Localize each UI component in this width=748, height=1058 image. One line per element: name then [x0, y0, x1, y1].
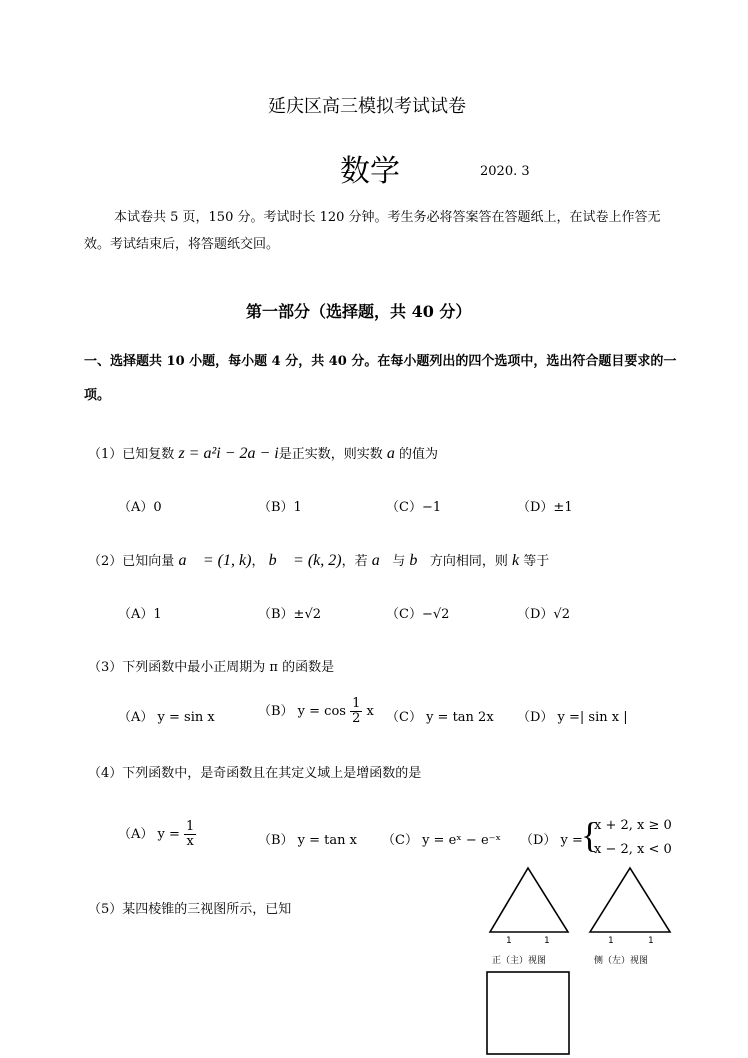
denominator: 2: [352, 711, 361, 726]
question-text: 某四棱锥的三视图所示，已知: [122, 902, 292, 917]
option-a: （A） y = sin x: [118, 710, 215, 725]
fraction: [350, 697, 362, 726]
option-d: （D）√2: [517, 607, 570, 622]
question-3: [88, 656, 334, 675]
option-b-prefix: （B） y = cos: [258, 704, 346, 719]
vector-a: a⃗: [371, 552, 393, 569]
top-view-square: [487, 972, 569, 1054]
option-c: （C）−√2: [386, 607, 450, 622]
question-text: 与: [392, 554, 406, 569]
question-number: （5）: [88, 902, 123, 917]
option-c: （C）−1: [386, 500, 442, 515]
separator: ，: [251, 554, 265, 569]
question-text: 已知复数: [122, 447, 175, 462]
exam-title: 延庆区高三模拟考试试卷: [268, 96, 466, 117]
option-b: （B） y = tan x: [258, 833, 357, 848]
part1-instructions: 一、选择题共 10 小题，每小题 4 分，共 40 分。在每小题列出的四个选项中，选出符合题目要求的一项。: [84, 354, 677, 403]
intro-paragraph: 本试卷共 5 页，150 分。考试时长 120 分钟。考生务必将答案答在答题纸上，在试卷上作答无效。考试结束后，将答题纸交回。: [84, 210, 661, 252]
front-dim-left: 1: [506, 936, 512, 946]
question-5: [88, 898, 291, 917]
part1-heading: 第一部分（选择题，共 40 分）: [246, 302, 472, 321]
question-2: [88, 550, 549, 570]
question-text: 的值为: [399, 447, 439, 462]
numerator: 1: [352, 696, 361, 711]
question-text: 下列函数中，是奇函数且在其定义域上是增函数的是: [122, 766, 422, 781]
subject-title: 数学: [340, 154, 400, 189]
side-view-triangle: [590, 868, 670, 932]
piecewise-line-2: x − 2, x < 0: [594, 842, 672, 857]
side-dim-right: 1: [648, 936, 654, 946]
option-a-prefix: （A） y =: [118, 827, 180, 842]
option-a: （A）1: [118, 607, 162, 622]
question-text: ，若: [341, 554, 368, 569]
brace-icon: {: [581, 815, 599, 855]
option-d: （D）±1: [517, 500, 573, 515]
variable: a: [386, 445, 395, 462]
vector-b: b⃗: [409, 552, 430, 569]
formula: z = a²i − 2a − i: [178, 445, 279, 462]
option-b: （B）1: [258, 500, 302, 515]
question-text: 下列函数中最小正周期为 π 的函数是: [122, 660, 335, 675]
option-c: （C） y = eˣ − e⁻ˣ: [382, 833, 502, 848]
option-a: [118, 820, 196, 849]
question-1: [88, 443, 438, 463]
front-dim-right: 1: [544, 936, 550, 946]
option-b: [258, 697, 374, 726]
question-number: （2）: [88, 554, 123, 569]
option-d-prefix: （D） y =: [520, 833, 583, 848]
variable: k: [511, 552, 520, 569]
side-view-label: 侧（左）视图: [594, 956, 649, 966]
option-b: （B）±√2: [258, 607, 322, 622]
question-text: 方向相同，则: [429, 554, 508, 569]
side-dim-left: 1: [608, 936, 614, 946]
formula: b⃗ = (k, 2): [268, 552, 342, 569]
numerator: 1: [186, 819, 195, 834]
exam-date: 2020. 3: [480, 164, 530, 179]
front-view-triangle: [490, 868, 568, 932]
question-number: （1）: [88, 447, 123, 462]
piecewise-line-1: x + 2, x ≥ 0: [594, 818, 672, 833]
option-a: （A）0: [118, 500, 162, 515]
question-text: 已知向量: [122, 554, 175, 569]
question-text: 等于: [523, 554, 550, 569]
option-d: （D） y =| sin x |: [517, 710, 628, 725]
denominator: x: [186, 834, 194, 849]
question-text: 是正实数，则实数: [278, 447, 383, 462]
question-number: （4）: [88, 766, 123, 781]
option-c: （C） y = tan 2x: [386, 710, 494, 725]
question-number: （3）: [88, 660, 123, 675]
front-view-label: 正（主）视图: [492, 956, 547, 966]
fraction: [184, 820, 196, 849]
option-b-suffix: x: [366, 704, 374, 719]
question-4: [88, 762, 421, 781]
formula: a⃗ = (1, k): [178, 552, 252, 569]
